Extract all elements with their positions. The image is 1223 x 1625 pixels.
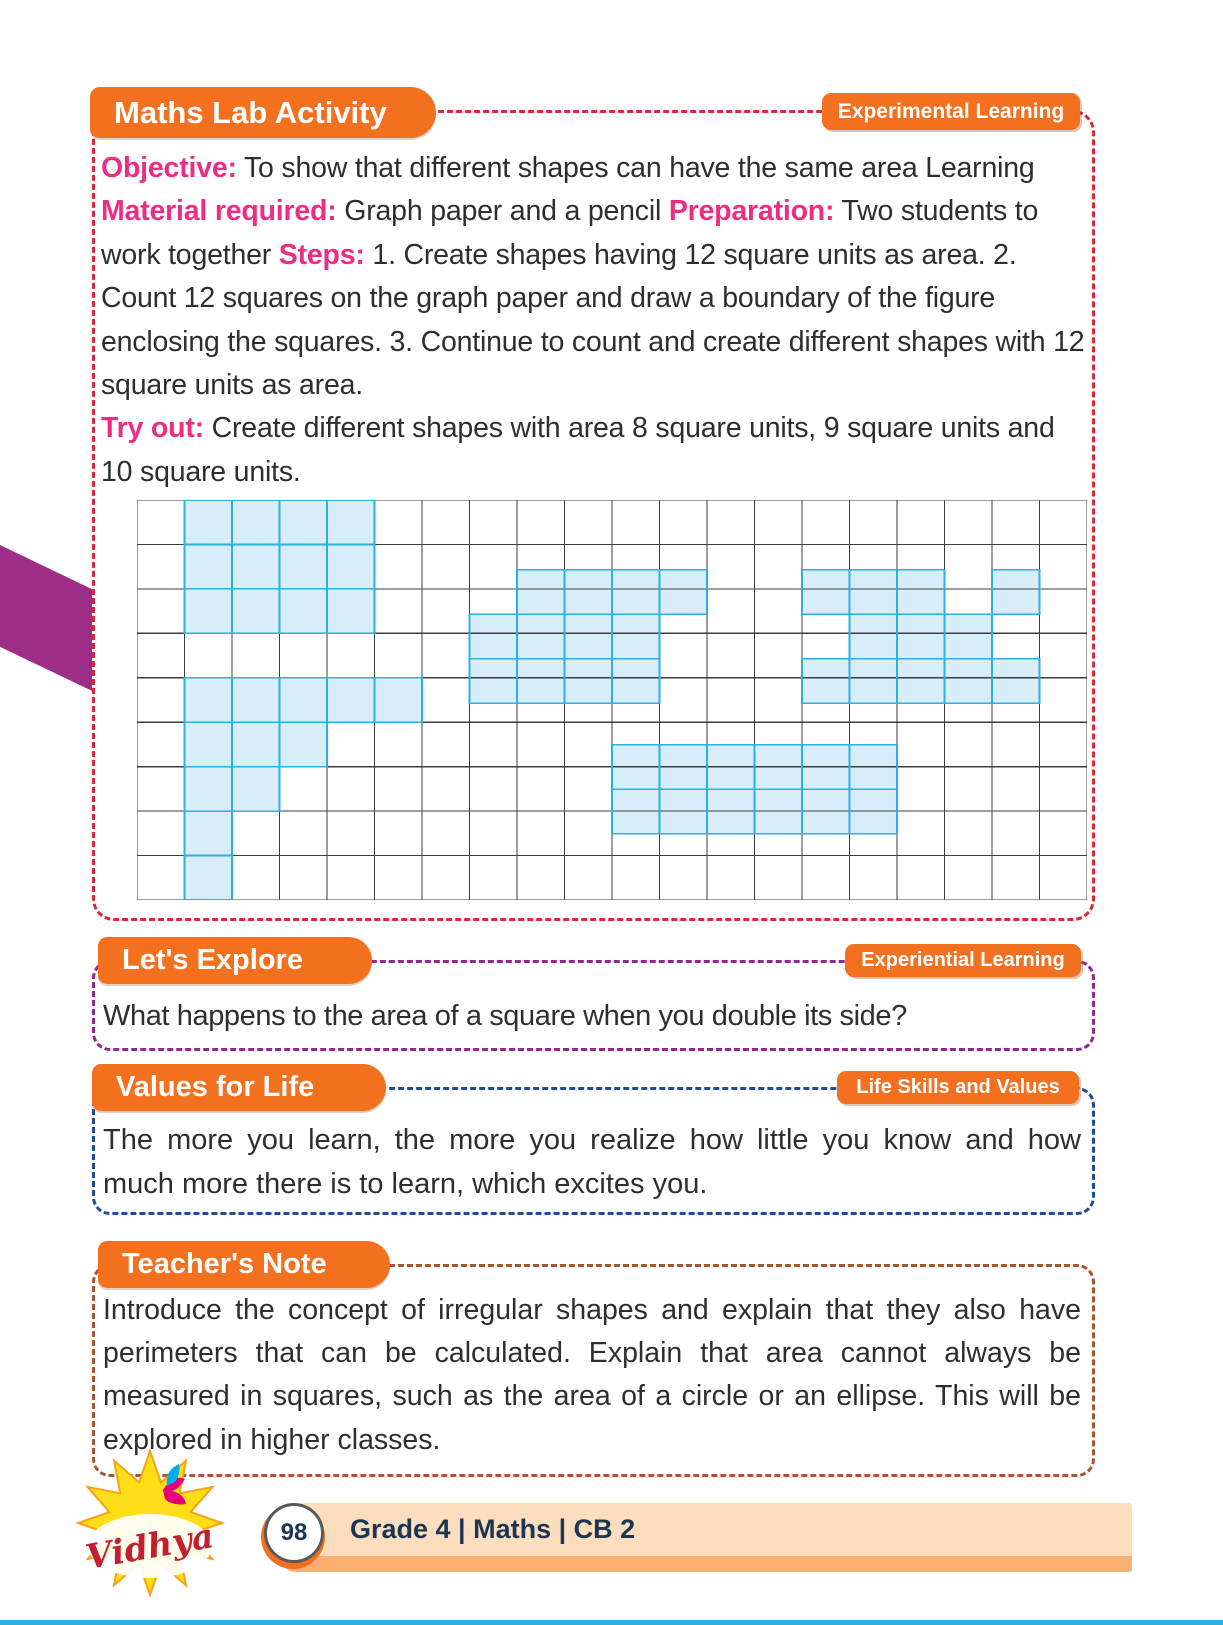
explore-question: What happens to the area of a square when you double its side?: [103, 1000, 907, 1032]
shape-4-cell: [992, 570, 1040, 614]
badge-text: Life Skills and Values: [856, 1076, 1060, 1098]
section-title-text: Teacher's Note: [122, 1248, 327, 1280]
shape-1-cell: [232, 544, 280, 588]
footer-bar: [280, 1503, 1132, 1572]
body-text: 1. Create shapes having 12 square units as area. 2. Count 12 squares on the graph paper and draw a boundary of the figure enclosing the squares. 3. Continue to count and create different shapes with 12 square units as area.: [101, 238, 1085, 402]
badge-text: Experimental Learning: [837, 99, 1065, 123]
shape-3-cell: [517, 570, 565, 614]
shape-3-cell: [517, 659, 565, 703]
shape-1-cell: [232, 500, 280, 544]
shape-3-cell: [517, 614, 565, 658]
maths-lab-activity-title: [90, 87, 436, 138]
logo-wordmark: Vidhya: [82, 1516, 217, 1578]
shape-4-cell: [850, 570, 898, 614]
inline-label: Try out:: [101, 412, 204, 445]
shape-4-cell: [897, 614, 945, 658]
shape-3-cell: [612, 614, 660, 658]
shape-2-cell: [185, 856, 233, 900]
shape-3-cell: [565, 570, 613, 614]
activity-paragraph: [101, 147, 1089, 494]
shape-2-cell: [185, 722, 233, 766]
values-for-life-title: [92, 1064, 386, 1111]
shape-4-cell: [850, 614, 898, 658]
body-text: Graph paper and a pencil: [336, 195, 669, 228]
shape-1-cell: [327, 544, 375, 588]
section-title-text: Values for Life: [116, 1071, 315, 1103]
shape-3-cell: [612, 659, 660, 703]
shape-3-cell: [565, 659, 613, 703]
lets-explore-title: [98, 937, 372, 984]
shape-1-cell: [280, 544, 328, 588]
body-text: Two students to work together: [101, 195, 1039, 271]
page-edge-ribbon: [0, 545, 92, 697]
vidhya-logo: [55, 1448, 245, 1608]
shape-1-cell: [280, 500, 328, 544]
inline-label: Objective:: [101, 152, 237, 184]
experiential-learning-badge: [845, 944, 1081, 977]
shape-4-cell: [992, 659, 1040, 703]
shape-2-cell: [280, 678, 328, 722]
experimental-learning-badge: [822, 93, 1080, 130]
shape-3-cell: [612, 570, 660, 614]
shape-4-cell: [802, 570, 850, 614]
page-bottom-edge: [0, 1620, 1223, 1625]
shape-1-cell: [327, 589, 375, 633]
shape-1-cell: [327, 500, 375, 544]
shape-3-cell: [470, 659, 518, 703]
inline-label: Steps:: [278, 238, 365, 271]
shape-1-cell: [185, 544, 233, 588]
shape-2-cell: [280, 722, 328, 766]
breadcrumb: Grade 4 | Maths | CB 2: [350, 1514, 636, 1544]
shape-2-cell: [375, 678, 423, 722]
body-text: Create different shapes with area 8 square units, 9 square units and 10 square units.: [101, 412, 1055, 488]
shape-2-cell: [232, 767, 280, 811]
shape-4-cell: [945, 659, 993, 703]
page-number: [264, 1503, 324, 1563]
body-text: To show that different shapes can have the same area Learning: [236, 152, 1035, 184]
teachers-note-title: [98, 1241, 390, 1288]
graph-paper-grid: [137, 500, 1087, 900]
shape-2-cell: [185, 811, 233, 855]
inline-label: Material required:: [101, 195, 337, 228]
badge-text: Experiential Learning: [861, 949, 1065, 971]
shape-1-cell: [280, 589, 328, 633]
shape-4-cell: [802, 659, 850, 703]
shape-1-cell: [232, 589, 280, 633]
shape-4-cell: [945, 614, 993, 658]
inline-label: Preparation:: [668, 195, 835, 228]
shape-2-cell: [185, 678, 233, 722]
shape-4-cell: [897, 570, 945, 614]
values-text: The more you learn, the more you realize how little you know and how much more there is to learn, which excites you.: [103, 1124, 1081, 1200]
section-title-text: Let's Explore: [122, 944, 303, 976]
shape-1-cell: [185, 500, 233, 544]
teachers-note-text: Introduce the concept of irregular shapes and explain that they also have perimeters that can be calculated. Explain that area cannot always be measured in squares, such as the area of a circle or an ellipse. This will be explored in higher classes.: [103, 1294, 1081, 1456]
section-title-text: Maths Lab Activity: [114, 94, 387, 130]
shape-3-cell: [660, 570, 708, 614]
shape-2-cell: [327, 678, 375, 722]
page-number-text: 98: [280, 1519, 308, 1546]
graph-paper: [137, 500, 1087, 900]
shape-4-cell: [850, 659, 898, 703]
shape-2-cell: [232, 678, 280, 722]
life-skills-badge: [837, 1071, 1079, 1104]
shape-3-cell: [565, 614, 613, 658]
shape-2-cell: [185, 767, 233, 811]
shape-4-cell: [897, 659, 945, 703]
shape-2-cell: [232, 722, 280, 766]
shape-1-cell: [185, 589, 233, 633]
shape-3-cell: [470, 614, 518, 658]
